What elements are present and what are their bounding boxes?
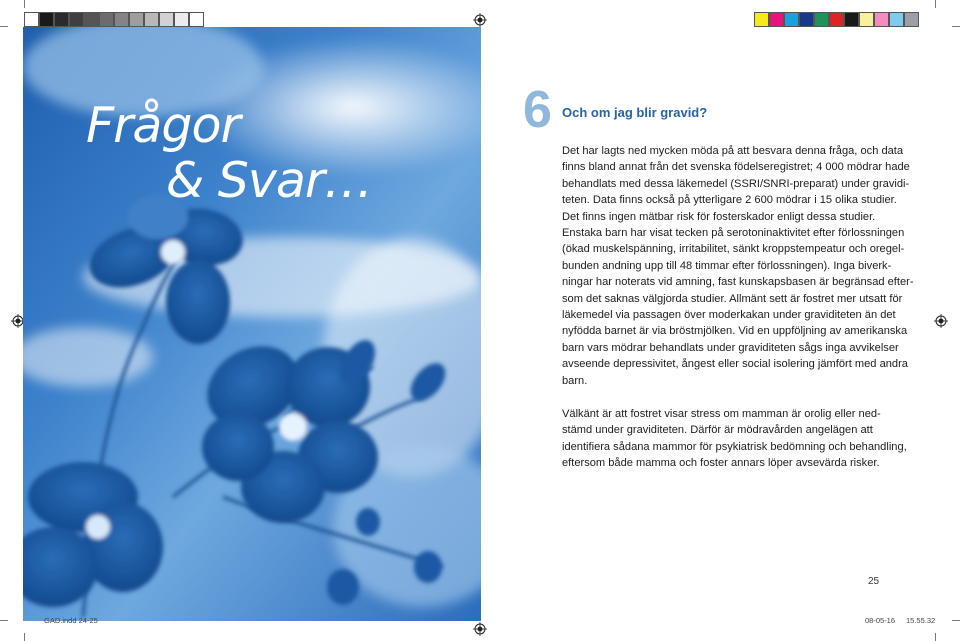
- color-swatch: [144, 12, 159, 27]
- crop-mark: [24, 633, 25, 641]
- color-bar-grayscale: [24, 12, 204, 27]
- color-swatch: [174, 12, 189, 27]
- color-swatch: [84, 12, 99, 27]
- text-line: avseende depressivitet, ångest eller social isolering jämfört med andra: [562, 358, 908, 371]
- page-number: 25: [868, 576, 880, 587]
- crop-mark: [935, 633, 936, 641]
- color-swatch: [189, 12, 204, 27]
- color-swatch: [859, 12, 874, 27]
- text-line: eftersom både mamma och foster annars löper avsevärda risker.: [562, 457, 880, 470]
- cover-title: [86, 98, 372, 208]
- color-swatch: [784, 12, 799, 27]
- text-line: finns bland annat från det svenska födelseregistret; 4 000 mödrar hade: [562, 161, 910, 174]
- text-line: Det finns ingen mätbar risk för fosterskador enligt dessa studier.: [562, 210, 876, 223]
- text-line: identifiera sådana mammor för psykiatrisk bedömning och behandling,: [562, 440, 907, 453]
- text-line: barn vars mödrar behandlats under graviditeten sågs inga avvikelser: [562, 341, 899, 354]
- color-swatch: [39, 12, 54, 27]
- color-swatch: [874, 12, 889, 27]
- color-swatch: [69, 12, 84, 27]
- color-swatch: [54, 12, 69, 27]
- text-line: behandlats med dessa läkemedel (SSRI/SNRI-preparat) under gravidi-: [562, 177, 910, 190]
- crop-mark: [952, 620, 960, 621]
- color-swatch: [814, 12, 829, 27]
- text-line: nyfödda barnet är via bröstmjölken. Vid en uppföljning av amerikanska: [562, 325, 908, 338]
- color-swatch: [769, 12, 784, 27]
- color-swatch: [829, 12, 844, 27]
- slug-date: 08-05-16: [865, 616, 896, 625]
- text-line: (ökad muskelspänning, irritabilitet, sänkt kroppstempeatur och oregel-: [562, 243, 905, 256]
- crop-mark: [0, 620, 8, 621]
- body-paragraph-2: [562, 406, 907, 472]
- crop-mark: [952, 26, 960, 27]
- cover-title-line2: & Svar…: [166, 152, 373, 209]
- color-swatch: [99, 12, 114, 27]
- text-line: bunden andning upp till 48 timmar efter förlossningen). Inga biverk-: [562, 259, 892, 272]
- color-bar-cmyk: [754, 12, 919, 27]
- chapter-number: 6: [523, 81, 552, 139]
- crop-mark: [24, 0, 25, 8]
- slug-time: 15.55.32: [906, 616, 936, 625]
- slug-filename: GAD.indd 24-25: [44, 616, 98, 625]
- text-line: stämd under graviditeten. Därför är mödravården angelägen att: [562, 424, 873, 437]
- chapter-heading: Och om jag blir gravid?: [562, 105, 708, 120]
- crop-mark: [0, 26, 8, 27]
- cover-title-line1: Frågor: [86, 97, 240, 154]
- text-line: Enstaka barn har visat tecken på serotoninaktivitet efter förlossningen: [562, 227, 905, 240]
- crop-mark: [935, 0, 936, 8]
- color-swatch: [844, 12, 859, 27]
- color-swatch: [904, 12, 919, 27]
- text-line: som det saknas välgjorda studier. Allmänt sett är fostret mer utsatt för: [562, 292, 903, 305]
- text-line: barn.: [562, 374, 588, 387]
- color-swatch: [114, 12, 129, 27]
- text-line: teten. Data finns också på ytterligare 2 600 mödrar i 15 olika studier.: [562, 194, 897, 207]
- text-line: läkemedel via passagen över moderkakan under graviditeten än det: [562, 309, 896, 322]
- registration-mark-icon: [934, 314, 948, 328]
- body-paragraph-1: [562, 143, 914, 389]
- text-line: Det har lagts ned mycken möda på att besvara denna fråga, och data: [562, 145, 904, 157]
- color-swatch: [889, 12, 904, 27]
- text-line: ningar har noterats vid amning, fast kunskapsbasen är begränsad efter-: [562, 276, 914, 289]
- text-line: Välkänt är att fostret visar stress om mamman är orolig eller ned-: [562, 408, 881, 420]
- color-swatch: [754, 12, 769, 27]
- color-swatch: [129, 12, 144, 27]
- color-swatch: [24, 12, 39, 27]
- color-swatch: [159, 12, 174, 27]
- registration-mark-icon: [473, 622, 487, 636]
- color-swatch: [799, 12, 814, 27]
- registration-mark-icon: [473, 13, 487, 27]
